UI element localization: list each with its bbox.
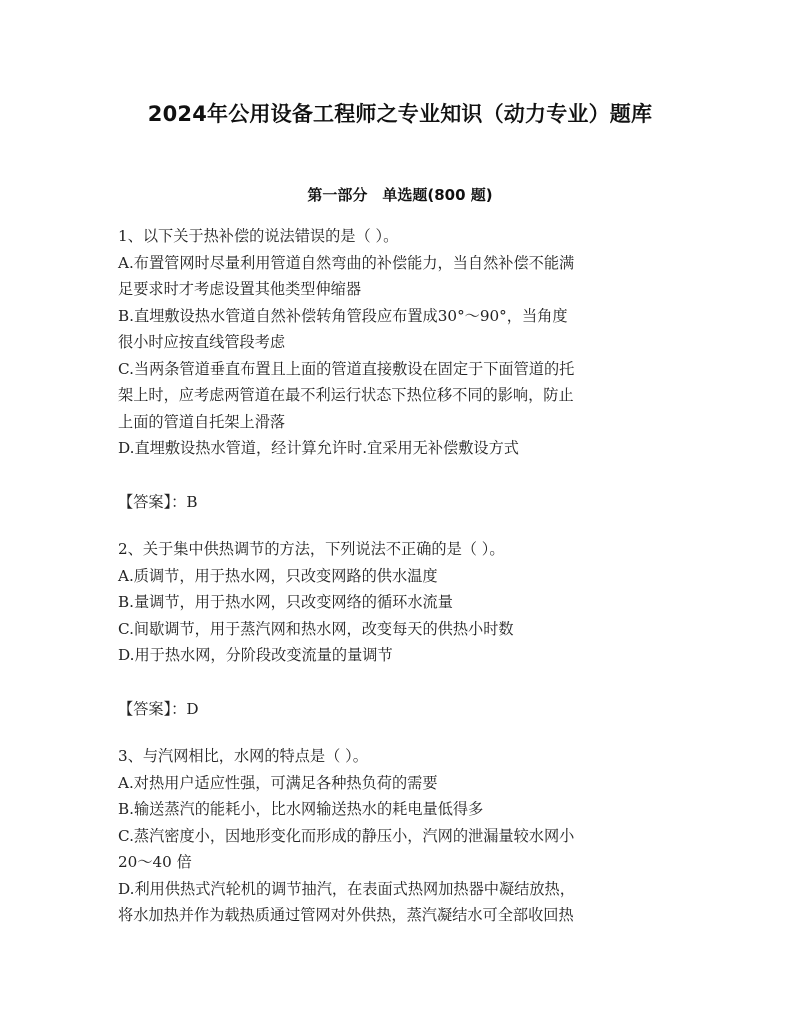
document-title: 2024年公用设备工程师之专业知识（动力专业）题库 — [147, 102, 653, 126]
option-a: A.质调节，用于热水网，只改变网路的供水温度 — [118, 566, 438, 585]
answer-line: 【答案】：D — [118, 699, 199, 718]
question-list — [118, 223, 684, 929]
option-c-cont: 上面的管道自托架上滑落 — [118, 412, 286, 431]
option-c: C.间歇调节，用于蒸汽网和热水网，改变每天的供热小时数 — [118, 619, 514, 638]
option-c: C.蒸汽密度小，因地形变化而形成的静压小，汽网的泄漏量较水网小 — [118, 826, 575, 845]
option-b: B.量调节，用于热水网，只改变网络的循环水流量 — [118, 593, 453, 611]
question-2 — [118, 536, 684, 722]
option-b: B.直埋敷设热水管道自然补偿转角管段应布置成30°～90°，当角度 — [118, 306, 568, 325]
option-a-cont: 足要求时才考虑设置其他类型伸缩器 — [118, 280, 361, 298]
option-d: D.直埋敷设热水管道，经计算允许时.宜采用无补偿敷设方式 — [118, 439, 519, 457]
question-1 — [118, 223, 684, 515]
section-title: 第一部分 单选题(800 题) — [307, 186, 493, 204]
option-a: A.布置管网时尽量利用管道自然弯曲的补偿能力，当自然补偿不能满 — [118, 253, 575, 272]
option-d: D.利用供热式汽轮机的调节抽汽，在表面式热网加热器中凝结放热， — [118, 879, 575, 898]
option-d-cont: 将水加热并作为载热质通过管网对外供热，蒸汽凝结水可全部收回热 — [118, 906, 574, 924]
question-3 — [118, 743, 684, 929]
answer-line: 【答案】：B — [118, 492, 198, 511]
option-d: D.用于热水网，分阶段改变流量的量调节 — [118, 646, 393, 664]
question-stem: 1、以下关于热补偿的说法错误的是（ ）。 — [118, 227, 399, 245]
question-stem: 3、与汽网相比，水网的特点是（ ）。 — [118, 747, 368, 765]
option-c: C.当两条管道垂直布置且上面的管道直接敷设在固定于下面管道的托 — [118, 359, 575, 378]
question-stem: 2、关于集中供热调节的方法，下列说法不正确的是（ ）。 — [118, 540, 505, 558]
option-c-cont: 20～40 倍 — [118, 853, 192, 871]
option-c-cont: 架上时，应考虑两管道在最不利运行状态下热位移不同的影响，防止 — [118, 386, 574, 404]
option-b: B.输送蒸汽的能耗小，比水网输送热水的耗电量低得多 — [118, 800, 484, 818]
option-a: A.对热用户适应性强，可满足各种热负荷的需要 — [118, 773, 438, 792]
option-b-cont: 很小时应按直线管段考虑 — [118, 333, 286, 351]
